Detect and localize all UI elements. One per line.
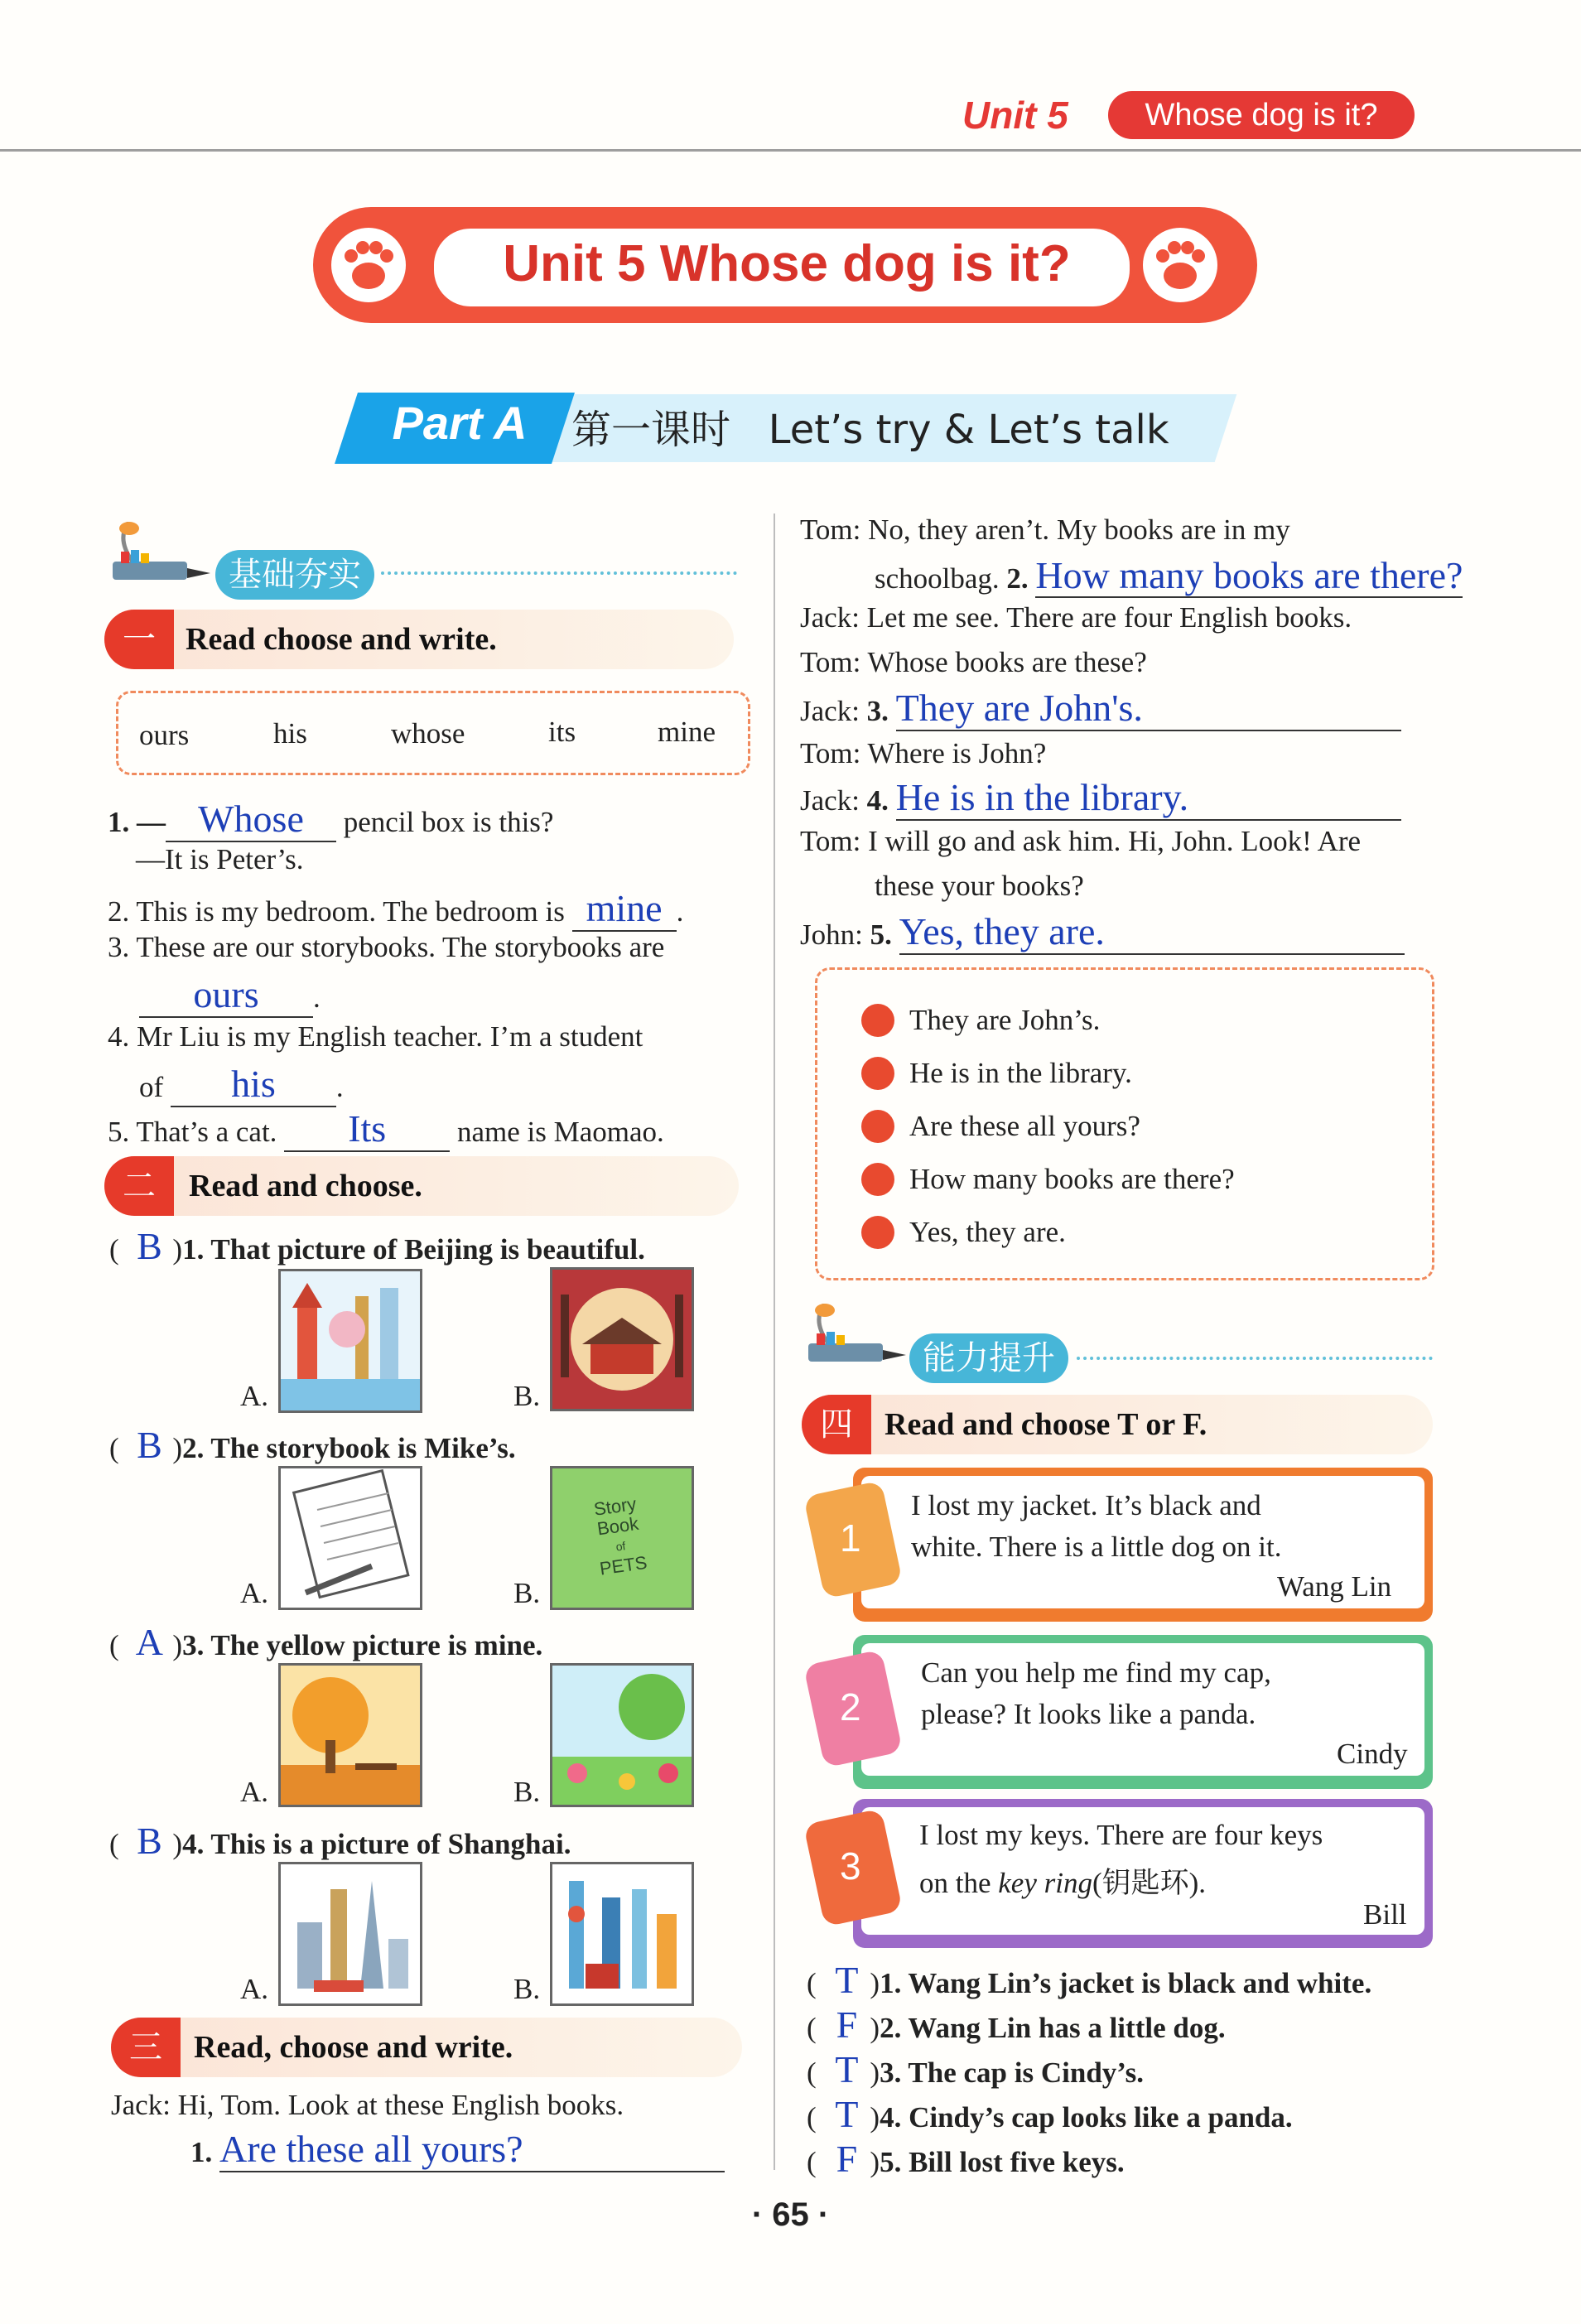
answer: T	[835, 2093, 859, 2135]
dotted-rule	[1077, 1357, 1433, 1360]
section-number: 一	[104, 610, 174, 669]
tomato-bullet-icon	[861, 1057, 894, 1090]
storybook-title: Book	[595, 1512, 640, 1540]
page-number: · 65 ·	[751, 2196, 830, 2233]
option-label: A.	[240, 1776, 269, 1808]
sentence-option: They are John’s.	[909, 1004, 1101, 1036]
option-label: B.	[513, 1776, 541, 1808]
paw-icon	[1143, 228, 1217, 302]
choice-item: ( B )4. This is a picture of Shanghai.	[109, 1820, 571, 1862]
storybook-picture	[550, 1466, 694, 1610]
section-title: Read choose and write.	[186, 622, 497, 657]
answer: F	[836, 2138, 858, 2180]
storybook-title: PETS	[598, 1551, 648, 1579]
notice-text: please? It looks like a panda.	[921, 1698, 1256, 1730]
option-label: B.	[513, 1380, 541, 1412]
dialogue-line: Tom: No, they aren’t. My books are in my	[800, 513, 1290, 546]
option-label: A.	[240, 1577, 269, 1609]
question-4: 4. Mr Liu is my English teacher. I’m a student	[108, 1020, 643, 1053]
autumn-tree-picture	[278, 1663, 422, 1807]
sentence-option: Are these all yours?	[909, 1110, 1140, 1142]
answer: Yes, they are.	[899, 910, 1105, 952]
section-number: 三	[111, 2018, 181, 2077]
desk-lamp-icon	[800, 1304, 883, 1340]
header-unit: Unit 5	[962, 94, 1068, 137]
notice-text: I lost my keys. There are four keys	[919, 1819, 1323, 1851]
answer: his	[231, 1063, 276, 1105]
sentence-option: He is in the library.	[909, 1057, 1132, 1089]
storybook-title: Story	[592, 1492, 638, 1520]
tomato-bullet-icon	[861, 1163, 894, 1196]
notice-text: white. There is a little dog on it.	[911, 1531, 1282, 1563]
answer: B	[137, 1820, 162, 1862]
answer: T	[835, 1959, 859, 2001]
option-label: A.	[240, 1973, 269, 2005]
answer: Are these all yours?	[219, 2128, 523, 2170]
dialogue-line: these your books?	[875, 870, 1084, 902]
answer: T	[835, 2048, 859, 2090]
word-bank-item: his	[273, 717, 307, 750]
answer: A	[135, 1621, 164, 1663]
section-number: 四	[802, 1395, 871, 1454]
answer: B	[137, 1225, 162, 1267]
column-divider	[774, 513, 775, 2170]
page-title: Unit 5 Whose dog is it?	[503, 235, 1071, 292]
section-number: 二	[104, 1156, 174, 1216]
dialogue-answer-4: Jack: 4. He is in the library.	[800, 775, 1401, 821]
dotted-rule	[381, 571, 737, 575]
question-1: 1. — Whose pencil box is this?	[108, 797, 553, 842]
answer: B	[137, 1424, 162, 1466]
number-tag-label: 3	[840, 1844, 861, 1888]
beijing-skyline-picture	[278, 1269, 422, 1413]
dialogue-line: Tom: Where is John?	[800, 737, 1047, 769]
tomato-bullet-icon	[861, 1216, 894, 1249]
answer: F	[836, 2003, 858, 2046]
lesson-title: 第一课时 Let’s try & Let’s talk	[571, 407, 1169, 453]
answer: He is in the library.	[895, 776, 1189, 818]
dialogue-line: Jack: Hi, Tom. Look at these English books.	[111, 2089, 624, 2121]
dialogue-line: Tom: I will go and ask him. Hi, John. Look! Are	[800, 825, 1362, 857]
spring-garden-picture	[550, 1663, 694, 1807]
header-rule	[0, 149, 1581, 152]
answer: Its	[348, 1107, 387, 1150]
storybook-title: of	[615, 1539, 627, 1554]
choice-item: ( A )3. The yellow picture is mine.	[109, 1621, 543, 1663]
tomato-bullet-icon	[861, 1110, 894, 1143]
choice-item: ( B )2. The storybook is Mike’s.	[109, 1424, 516, 1466]
tomato-bullet-icon	[861, 1004, 894, 1037]
question-3-blank: ours .	[139, 972, 321, 1018]
question-5: 5. That’s a cat. Its name is Maomao.	[108, 1107, 664, 1152]
question-1-reply: —It is Peter’s.	[136, 843, 304, 875]
header-topic: Whose dog is it?	[1108, 91, 1415, 139]
tier-advanced: 能力提升	[909, 1333, 1068, 1383]
london-skyline-picture	[278, 1862, 422, 2006]
question-4-blank: of his .	[139, 1062, 344, 1107]
notice-text: I lost my jacket. It’s black and	[911, 1489, 1261, 1521]
word-bank-item: ours	[139, 719, 190, 751]
option-label: B.	[513, 1973, 541, 2005]
word-bank-item: whose	[391, 717, 465, 750]
sentence-option: How many books are there?	[909, 1163, 1235, 1195]
question-2: 2. This is my bedroom. The bedroom is mine .	[108, 886, 683, 932]
notice-text: on the key ring(钥匙环).	[919, 1867, 1207, 1899]
tf-item: ( F )5. Bill lost five keys.	[807, 2138, 1125, 2180]
word-bank-item: its	[548, 716, 576, 748]
dialogue-line: Tom: Whose books are these?	[800, 646, 1147, 678]
choice-item: ( B )1. That picture of Beijing is beautiful.	[109, 1225, 645, 1267]
notice-signature: Cindy	[1337, 1738, 1408, 1770]
answer: How many books are there?	[1035, 554, 1463, 596]
notice-text: Can you help me find my cap,	[921, 1656, 1271, 1689]
dialogue-line: Jack: Let me see. There are four English books.	[800, 601, 1352, 634]
answer: mine	[586, 887, 663, 929]
beijing-temple-picture	[550, 1267, 694, 1411]
section-title: Read and choose.	[189, 1169, 422, 1203]
section-title: Read, choose and write.	[194, 2030, 513, 2065]
option-label: A.	[240, 1380, 269, 1412]
tf-item: ( T )1. Wang Lin’s jacket is black and white.	[807, 1959, 1372, 2001]
number-tag-label: 2	[840, 1685, 861, 1729]
dialogue-answer-2: schoolbag. 2. How many books are there?	[875, 554, 1463, 596]
sentence-option: Yes, they are.	[909, 1216, 1066, 1248]
tf-item: ( T )4. Cindy’s cap looks like a panda.	[807, 2093, 1293, 2135]
section-title: Read and choose T or F.	[884, 1407, 1207, 1442]
dialogue-answer-3: Jack: 3. They are John's.	[800, 686, 1401, 731]
part-label: Part A	[392, 397, 528, 449]
option-label: B.	[513, 1577, 541, 1609]
shanghai-skyline-picture	[550, 1862, 694, 2006]
answer: They are John's.	[895, 687, 1143, 729]
notebook-pencil-picture	[278, 1466, 422, 1610]
dialogue-answer-5: John: 5. Yes, they are.	[800, 909, 1405, 955]
number-tag-label: 1	[840, 1516, 861, 1560]
notice-signature: Bill	[1363, 1898, 1407, 1931]
question-3: 3. These are our storybooks. The storybooks are	[108, 931, 665, 963]
answer: Whose	[198, 798, 304, 840]
dialogue-answer-1: 1. Are these all yours?	[190, 2127, 725, 2172]
tf-item: ( F )2. Wang Lin has a little dog.	[807, 2003, 1226, 2046]
notice-signature: Wang Lin	[1277, 1570, 1392, 1603]
answer: ours	[193, 973, 259, 1015]
paw-icon	[331, 228, 406, 302]
word-bank-item: mine	[658, 716, 716, 748]
tf-item: ( T )3. The cap is Cindy’s.	[807, 2048, 1145, 2090]
desk-lamp-icon	[104, 522, 187, 558]
tier-basic: 基础夯实	[215, 550, 374, 600]
